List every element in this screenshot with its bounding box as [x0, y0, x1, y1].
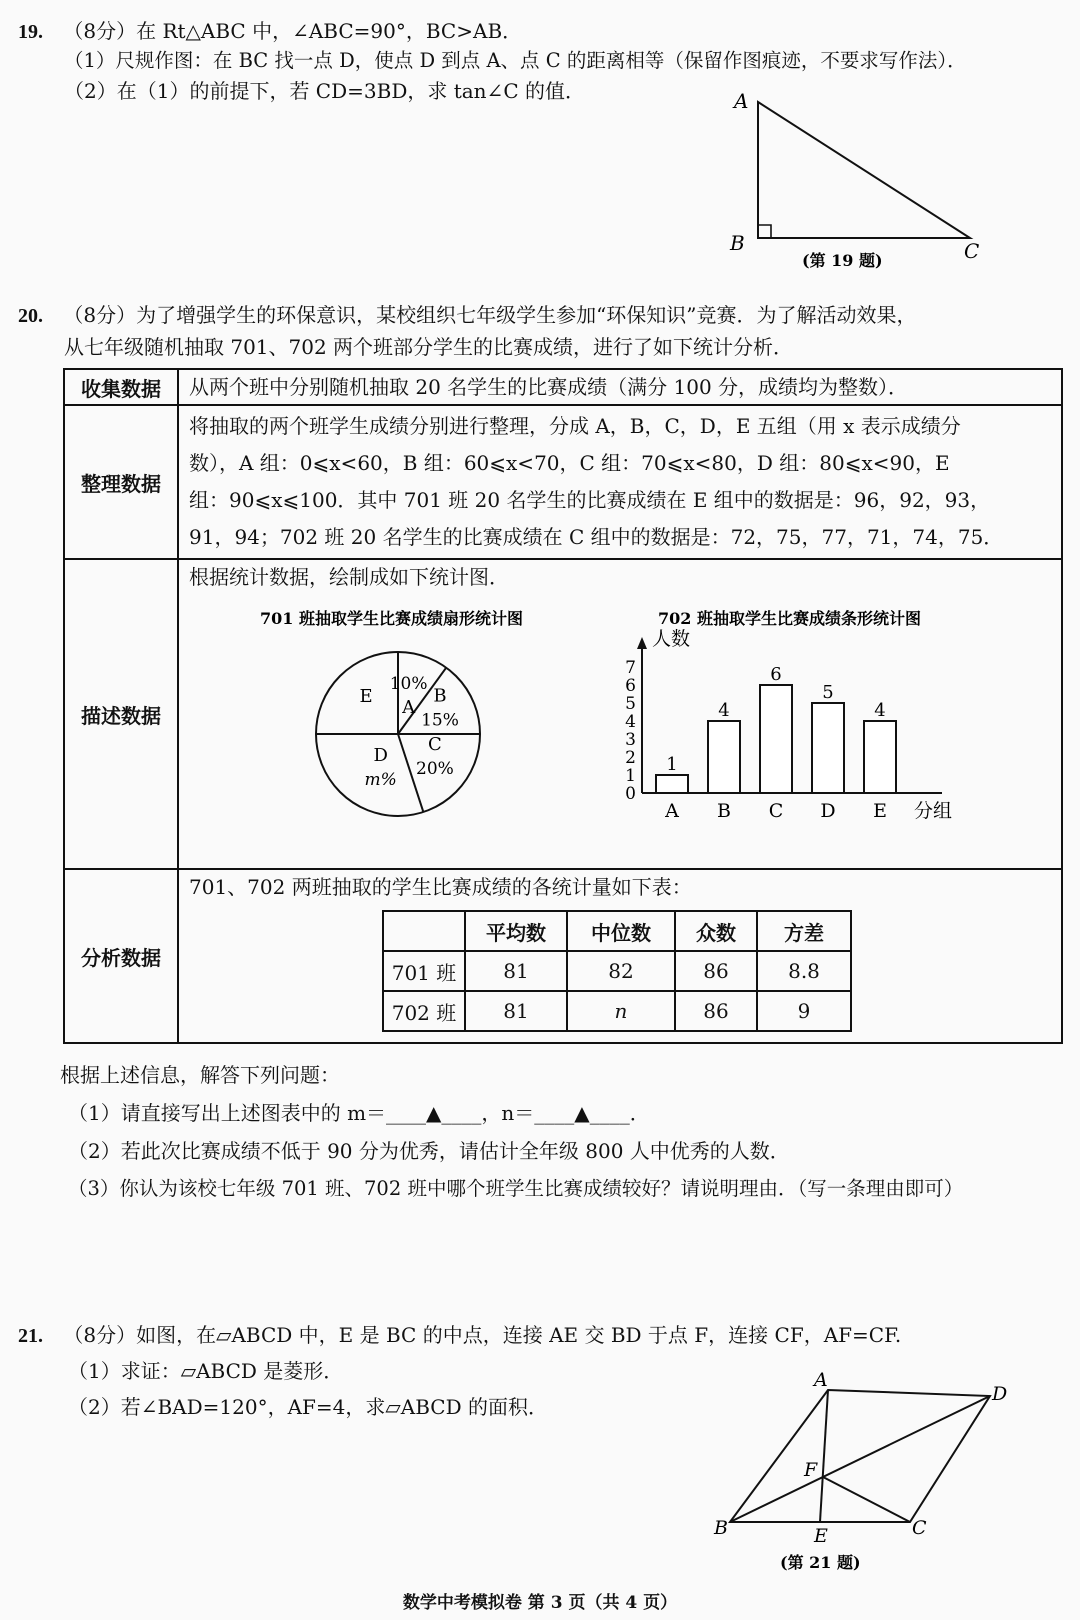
q20-number: 20. [18, 305, 43, 327]
stats-cell: 81 [465, 991, 567, 1031]
pie-slices [316, 652, 480, 816]
bar-value-label: 4 [874, 700, 886, 721]
bar-plot [625, 628, 952, 822]
y-tick-label: 6 [625, 676, 636, 696]
x-axis-label: 分组 [914, 800, 953, 822]
bar [708, 721, 740, 793]
q19-part1: （1）尺规作图：在 BC 找一点 D，使点 D 到点 A、点 C 的距离相等（保留作图痕迹，不要求写作法）． [64, 49, 967, 72]
y-axis-arrow [637, 637, 647, 649]
x-tick-label: A [665, 800, 679, 822]
label-c: C [912, 1517, 927, 1539]
label-b: B [714, 1517, 728, 1539]
bar-value-label: 4 [718, 700, 730, 721]
x-tick-label: C [768, 800, 784, 822]
q21-header [18, 1322, 901, 1349]
x-tick-label: D [820, 800, 836, 822]
q20-sub3: （3）你认为该校七年级 701 班、702 班中哪个班学生比赛成绩较好？请说明理由．（写一条理由即可） [68, 1177, 964, 1200]
stats-header-cell: 众数 [675, 911, 757, 951]
pie-slice-label: C [428, 733, 442, 755]
label-a: A [734, 89, 749, 113]
stats-header-cell: 平均数 [465, 911, 567, 951]
q20-intro: （8分）为了增强学生的环保意识，某校组织七年级学生参加“环保知识”竞赛．为了解活动效果， [63, 303, 917, 327]
q20-lead: 根据上述信息，解答下列问题： [60, 1063, 340, 1087]
pie-slice-value: m% [364, 770, 397, 791]
q19-stem: （8分）在 Rt△ABC 中，∠ABC=90°，BC>AB． [63, 19, 523, 43]
q21-figure [714, 1369, 1020, 1580]
figure-caption: (第 19 题) [802, 251, 883, 270]
pie-slice-label: E [359, 686, 373, 708]
right-angle-mark [758, 225, 771, 238]
q20-sub1: （1）请直接写出上述图表中的 m＝____▲____，n＝____▲____． [68, 1101, 650, 1125]
stats-cell: 702 班 [383, 991, 465, 1031]
segment-cf [823, 1477, 910, 1522]
stats-header-cell: 方差 [757, 911, 851, 951]
bar-chart-702 [620, 604, 980, 849]
y-tick-label: 1 [625, 766, 636, 786]
row-head-organize: 整理数据 [64, 405, 178, 559]
bar [864, 721, 896, 793]
q19-header [18, 18, 522, 45]
stats-header-cell: 中位数 [567, 911, 675, 951]
stats-cell: 701 班 [383, 951, 465, 991]
pie-chart-701 [250, 604, 580, 834]
q21-part1: （1）求证：▱ABCD 是菱形． [68, 1359, 344, 1383]
describe-text: 根据统计数据，绘制成如下统计图． [189, 565, 509, 589]
pie-slice-label: B [433, 685, 447, 707]
row-head-describe: 描述数据 [64, 559, 178, 869]
q19-part2: （2）在（1）的前提下，若 CD=3BD，求 tan∠C 的值． [64, 79, 585, 103]
q21-number: 21. [18, 1325, 43, 1347]
y-axis-label: 人数 [652, 628, 691, 650]
stats-cell: 86 [675, 951, 757, 991]
y-tick-label: 5 [625, 694, 636, 714]
label-e: E [814, 1525, 828, 1547]
q21-stem: （8分）如图，在▱ABCD 中，E 是 BC 的中点，连接 AE 交 BD 于点 F，连接 CF，AF=CF. [63, 1323, 902, 1347]
collect-text: 从两个班中分别随机抽取 20 名学生的比赛成绩（满分 100 分，成绩均为整数）． [189, 375, 909, 399]
analyze-text: 701、702 两班抽取的学生比赛成绩的各统计量如下表： [189, 875, 692, 899]
label-a: A [814, 1369, 828, 1391]
q19-number: 19. [18, 21, 43, 43]
triangle-abc [758, 102, 970, 238]
figure-caption: (第 21 题) [780, 1553, 861, 1572]
y-tick-label: 7 [625, 658, 636, 678]
page-footer: 数学中考模拟卷 第 3 页（共 4 页） [402, 1593, 678, 1613]
stats-cell: 9 [757, 991, 851, 1031]
y-tick-label: 3 [625, 730, 636, 750]
bar [656, 775, 688, 793]
y-tick-label: 2 [625, 748, 636, 768]
organize-line: 将抽取的两个班学生成绩分别进行整理，分成 A，B，C，D，E 五组（用 x 表示成绩分 [189, 414, 961, 438]
label-f: F [804, 1459, 818, 1481]
bar-value-label: 5 [822, 682, 834, 703]
stats-cell: 86 [675, 991, 757, 1031]
bar [812, 703, 844, 793]
label-b: B [730, 231, 745, 255]
q20-header [18, 302, 917, 329]
bar-value-label: 1 [666, 754, 678, 775]
row-head-analyze: 分析数据 [64, 869, 178, 1043]
organize-line: 数），A 组：0⩽x<60，B 组：60⩽x<70，C 组：70⩽x<80，D 组：80⩽x<90，E [189, 451, 950, 475]
organize-text [179, 406, 1061, 558]
x-tick-label: E [873, 800, 887, 822]
stats-table [382, 910, 852, 1032]
y-tick-label: 0 [625, 784, 636, 804]
label-c: C [964, 239, 980, 263]
q20-sub2: （2）若此次比赛成绩不低于 90 分为优秀，请估计全年级 800 人中优秀的人数． [68, 1139, 790, 1163]
segment-ae [820, 1390, 828, 1522]
stats-cell: 8.8 [757, 951, 851, 991]
stats-cell: n [567, 991, 675, 1031]
q21-part2: （2）若∠BAD=120°，AF=4，求▱ABCD 的面积． [68, 1395, 548, 1419]
q20-intro-line2: 从七年级随机抽取 701、702 两个班部分学生的比赛成绩，进行了如下统计分析． [64, 335, 794, 359]
organize-line: 91，94；702 班 20 名学生的比赛成绩在 C 组中的数据是：72，75，77，71，74，75． [189, 525, 1004, 549]
row-head-collect: 收集数据 [64, 369, 178, 405]
stats-cell: 81 [465, 951, 567, 991]
pie-slice-label: A [402, 697, 416, 719]
pie-slice-value: 10% [389, 674, 428, 695]
x-tick-label: B [717, 800, 731, 822]
organize-line: 组：90⩽x⩽100．其中 701 班 20 名学生的比赛成绩在 E 组中的数据是：96，92，93， [189, 488, 991, 512]
pie-slice-value: 15% [421, 710, 459, 731]
bar [760, 685, 792, 793]
q19-figure [720, 88, 1020, 278]
y-tick-label: 4 [625, 712, 636, 732]
label-d: D [992, 1383, 1008, 1405]
bar-chart-title: 702 班抽取学生比赛成绩条形统计图 [658, 609, 921, 628]
stats-cell: 82 [567, 951, 675, 991]
stats-header-cell [383, 911, 465, 951]
pie-chart-title: 701 班抽取学生比赛成绩扇形统计图 [260, 609, 523, 628]
pie-slice-label: D [373, 745, 388, 767]
pie-slice-value: 20% [416, 758, 454, 779]
bar-value-label: 6 [770, 664, 782, 685]
